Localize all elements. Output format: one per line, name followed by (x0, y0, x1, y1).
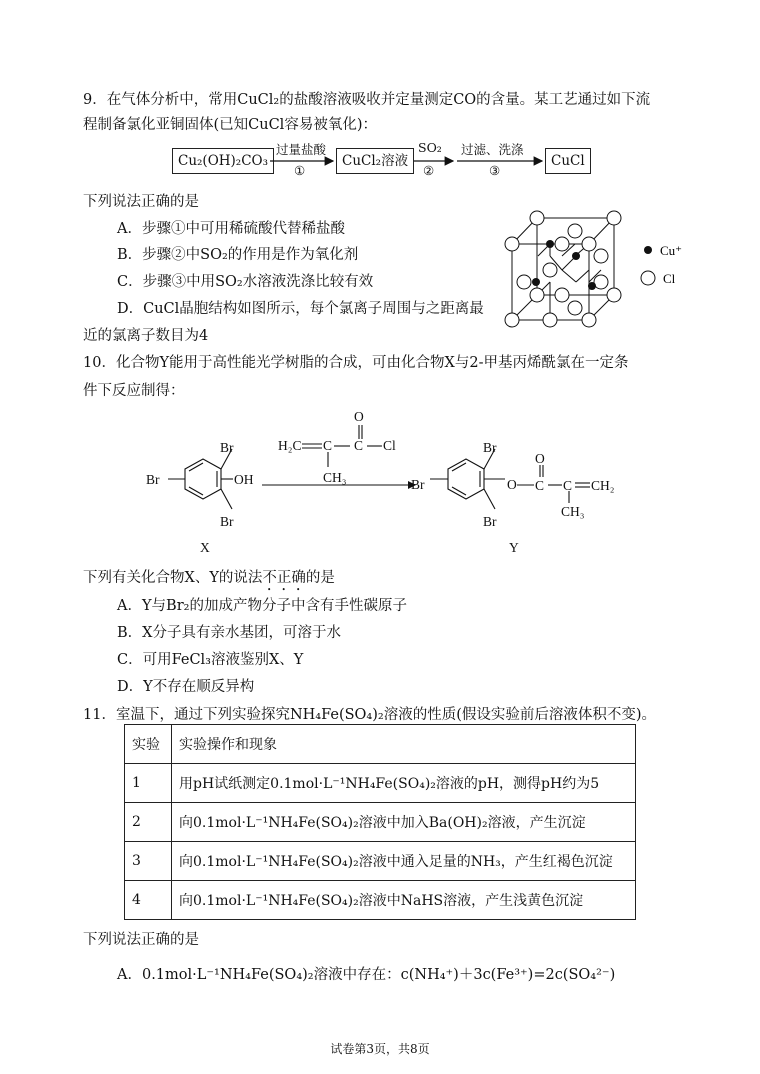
table-cell: 用pH试纸测定0.1mol·L⁻¹NH₄Fe(SO₄)₂溶液的pH，测得pH约为5 (172, 764, 636, 803)
q10-stem-line1: 10．化合物Y能用于高性能光学树脂的合成，可由化合物X与2-甲基丙烯酰氯在一定条 (83, 355, 629, 371)
y-o-ester: O (507, 477, 517, 492)
q9-option-c: C．步骤③中用SO₂水溶液洗涤比较有效 (117, 274, 374, 290)
legend-cu-label: Cu⁺ (660, 243, 683, 258)
y-o-carbonyl: O (535, 451, 545, 466)
table-cell: 1 (125, 764, 172, 803)
table-cell: 向0.1mol·L⁻¹NH₄Fe(SO₄)₂溶液中加入Ba(OH)₂溶液，产生沉淀 (172, 803, 636, 842)
flow-box-start: Cu₂(OH)₂CO₃ (172, 148, 274, 174)
flow-box-end: CuCl (545, 148, 591, 174)
y-c2: C (563, 478, 573, 493)
legend-cl-label: Cl (663, 271, 676, 286)
flow-arrow1-label: 过量盐酸 (276, 142, 327, 157)
q10-prompt (83, 566, 335, 594)
q9-option-a: A．步骤①中可用稀硫酸代替稀盐酸 (117, 221, 345, 237)
q10-prompt-pre: 下列有关化合物X、Y的说法 (83, 570, 263, 586)
q10-option-a: A．Y与Br₂的加成产物分子中含有手性碳原子 (117, 598, 407, 614)
q9-stem-line2: 程制备氯化亚铜固体(已知CuCl容易被氧化)： (83, 117, 377, 133)
flow-arrows (0, 0, 760, 200)
q9-option-b: B．步骤②中SO₂的作用是作为氧化剂 (117, 247, 359, 263)
cucl-unit-cell-diagram (500, 208, 700, 333)
q9-prompt: 下列说法正确的是 (83, 194, 199, 210)
table-header-cell: 实验操作和现象 (172, 725, 636, 764)
q11-option-a: A．0.1mol·L⁻¹NH₄Fe(SO₄)₂溶液中存在：c(NH₄⁺)＋3c(Fe³⁺)=2c(SO₄²⁻) (117, 967, 616, 983)
table-row (125, 764, 636, 803)
flow-box-middle: CuCl₂溶液 (336, 148, 414, 174)
table-cell: 3 (125, 842, 172, 881)
table-header-row (125, 725, 636, 764)
q10-reaction-scheme (130, 405, 650, 555)
q11-prompt: 下列说法正确的是 (83, 932, 199, 948)
flow-arrow1-step: ① (294, 163, 306, 178)
q9-option-d-line1: D．CuCl晶胞结构如图所示，每个氯离子周围与之距离最 (117, 301, 484, 317)
flow-arrow2-step: ② (423, 163, 435, 178)
table-cell: 2 (125, 803, 172, 842)
x-br-top: Br (220, 440, 234, 455)
reagent-c1: C (323, 438, 333, 453)
q9-option-d-line2: 近的氯离子数目为4 (83, 328, 209, 344)
q10-option-c: C．可用FeCl₃溶液鉴别X、Y (117, 652, 304, 668)
flow-arrow2-label: SO₂ (418, 140, 442, 155)
y-br-bottom: Br (483, 514, 497, 529)
q10-prompt-emphasis: 不正确 (262, 570, 306, 586)
x-oh: OH (234, 472, 254, 487)
q11-experiment-table (124, 724, 636, 920)
q10-stem-line2: 件下反应制得： (83, 383, 185, 399)
flow-arrow3-label: 过滤、洗涤 (461, 142, 524, 157)
y-ch2: CH₂ (591, 478, 615, 493)
q10-prompt-post: 的是 (305, 570, 335, 586)
table-row (125, 842, 636, 881)
q10-option-d: D．Y不存在顺反异构 (117, 679, 255, 695)
x-br-left: Br (146, 472, 160, 487)
table-cell: 向0.1mol·L⁻¹NH₄Fe(SO₄)₂溶液中NaHS溶液，产生浅黄色沉淀 (172, 881, 636, 920)
reagent-h2c: H₂C (278, 438, 302, 453)
reagent-c2: C (354, 438, 364, 453)
reagent-cl: Cl (383, 438, 396, 453)
y-c1: C (535, 478, 545, 493)
page-footer: 试卷第3页，共8页 (330, 1042, 430, 1056)
y-br-top: Br (483, 440, 497, 455)
q10-option-b: B．X分子具有亲水基团，可溶于水 (117, 625, 341, 641)
y-br-left: Br (411, 477, 425, 492)
q9-stem-line1: 9．在气体分析中，常用CuCl₂的盐酸溶液吸收并定量测定CO的含量。某工艺通过如下流 (83, 92, 651, 108)
reagent-o: O (354, 409, 364, 424)
table-cell: 向0.1mol·L⁻¹NH₄Fe(SO₄)₂溶液中通入足量的NH₃，产生红褐色沉淀 (172, 842, 636, 881)
x-br-bottom: Br (220, 514, 234, 529)
table-row (125, 881, 636, 920)
label-y: Y (509, 540, 519, 555)
q11-stem: 11．室温下，通过下列实验探究NH₄Fe(SO₄)₂溶液的性质(假设实验前后溶液体积不变)。 (83, 707, 657, 723)
label-x: X (200, 540, 210, 555)
table-header-cell: 实验 (125, 725, 172, 764)
table-row (125, 803, 636, 842)
reagent-ch3: CH₃ (323, 470, 347, 485)
flow-arrow3-step: ③ (489, 163, 501, 178)
y-ch3: CH₃ (561, 504, 585, 519)
table-cell: 4 (125, 881, 172, 920)
